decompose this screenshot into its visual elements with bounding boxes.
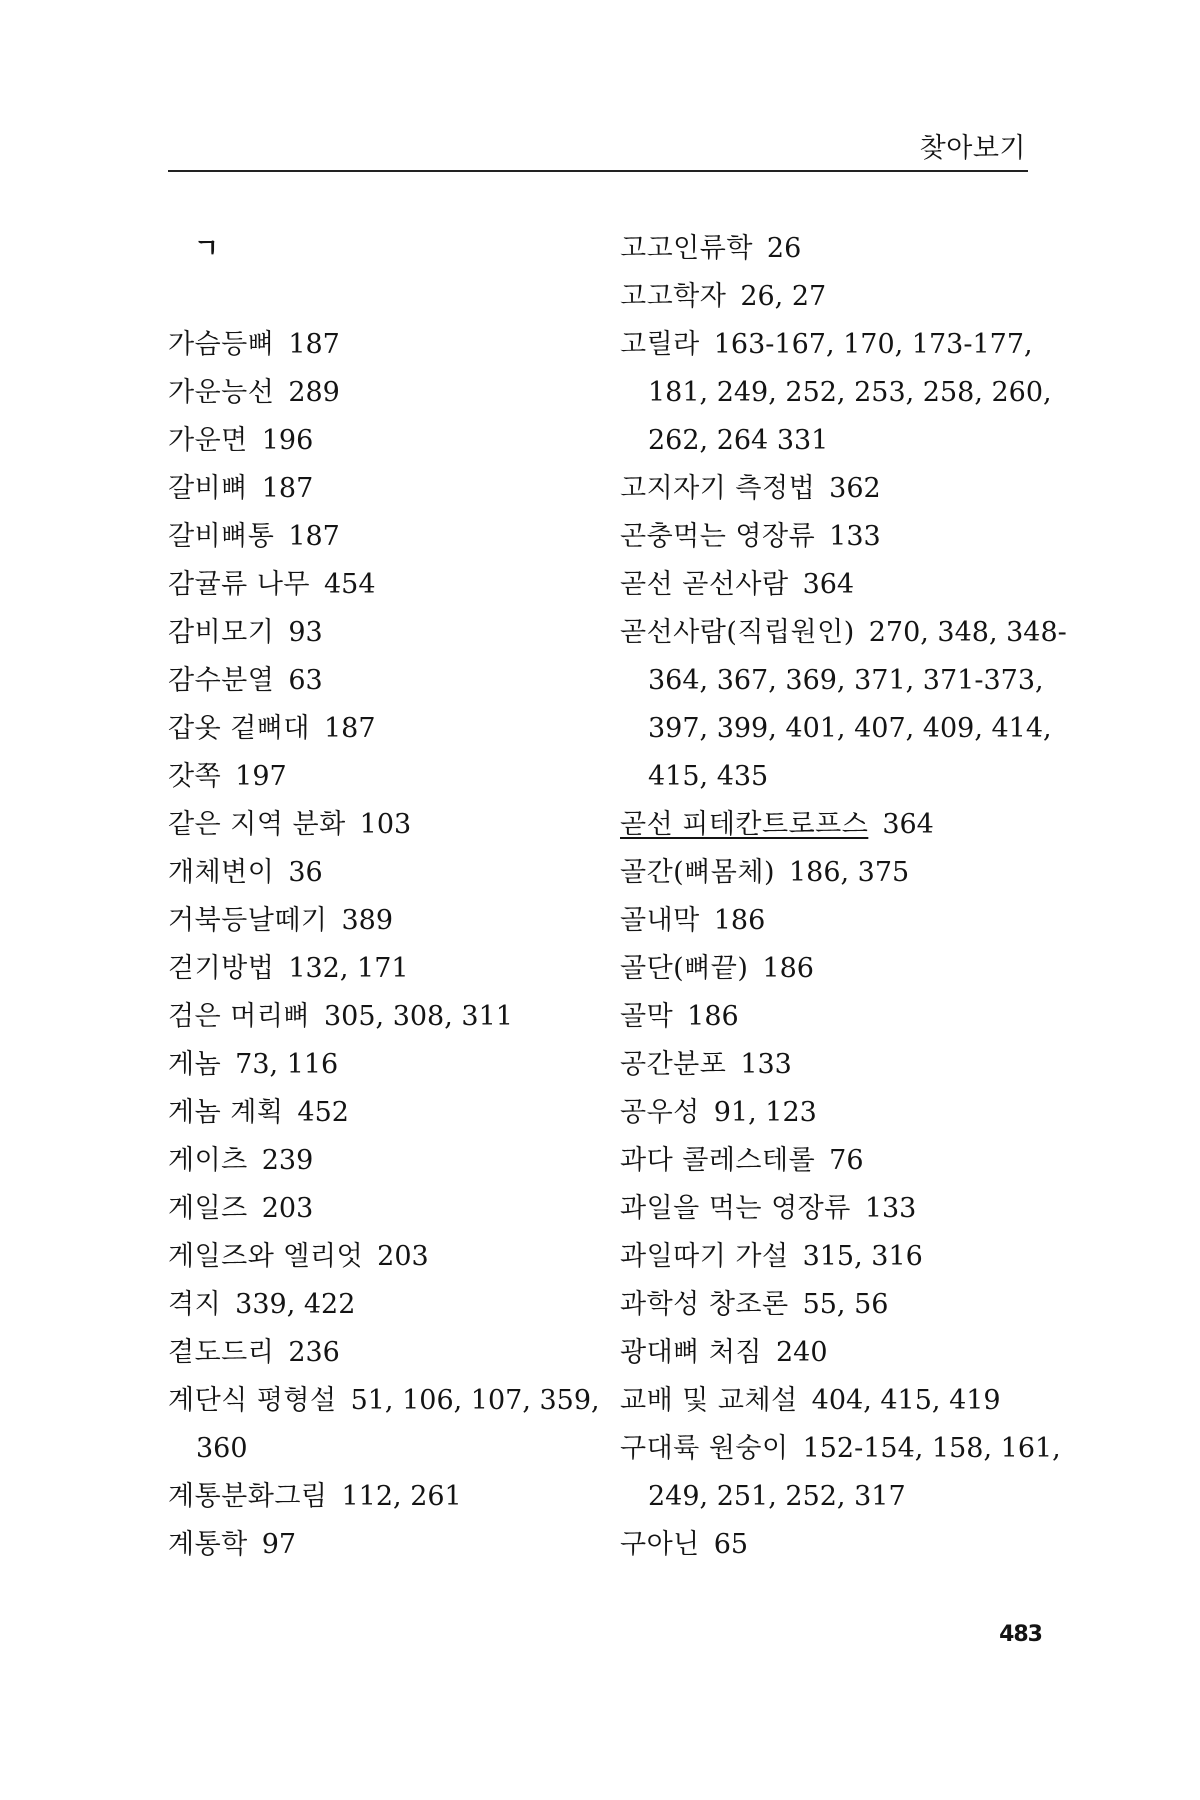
index-pages: 55, 56 — [802, 1289, 889, 1320]
index-pages: 112, 261 — [341, 1481, 462, 1512]
index-entry — [168, 1041, 598, 1089]
index-pages: 239 — [261, 1145, 314, 1176]
index-entry — [168, 1137, 598, 1185]
index-pages: 51, 106, 107, 359, — [350, 1385, 600, 1416]
index-term: 고고인류학 — [620, 233, 753, 264]
index-term: 게놈 계획 — [168, 1097, 284, 1128]
index-pages: 76 — [829, 1145, 864, 1176]
index-pages: 364 — [802, 569, 855, 600]
index-pages: 36 — [288, 857, 323, 888]
index-term: 검은 머리뼈 — [168, 1001, 310, 1032]
index-term: 교배 및 교체설 — [620, 1385, 798, 1416]
index-entry — [620, 1281, 1060, 1329]
index-pages: 93 — [288, 617, 323, 648]
index-entry — [168, 705, 598, 753]
index-pages: 197 — [235, 761, 287, 792]
index-entry — [168, 1185, 598, 1233]
index-entry — [620, 1137, 1060, 1185]
index-entry — [168, 801, 598, 849]
index-entry — [168, 321, 598, 369]
index-entry — [620, 1041, 1060, 1089]
index-pages: 65 — [713, 1529, 749, 1560]
index-entry — [620, 1521, 1060, 1569]
index-term: 고릴라 — [620, 329, 700, 360]
index-term: 갑옷 겉뼈대 — [168, 713, 310, 744]
section-heading: ㄱ — [194, 234, 220, 264]
page-number: 483 — [999, 1622, 1042, 1647]
index-pages: 454 — [324, 569, 376, 600]
section-spacer — [168, 273, 598, 321]
index-term: 곤충먹는 영장류 — [620, 521, 816, 552]
index-entry — [168, 1473, 598, 1521]
index-entry — [168, 369, 598, 417]
index-term: 곁도드리 — [168, 1337, 275, 1368]
index-pages: 389 — [341, 905, 394, 936]
index-entry — [620, 849, 1060, 897]
index-pages: 305, 308, 311 — [324, 1001, 513, 1032]
index-pages: 270, 348, 348- — [868, 617, 1067, 648]
index-pages: 240 — [776, 1337, 828, 1368]
index-entry — [620, 225, 1060, 273]
index-pages: 186 — [687, 1001, 739, 1032]
index-entry — [620, 945, 1060, 993]
index-entry — [168, 465, 598, 513]
index-term: 과다 콜레스테롤 — [620, 1145, 816, 1176]
index-term: 갈비뼈통 — [168, 521, 275, 552]
index-entry — [620, 561, 1060, 609]
index-term: 과학성 창조론 — [620, 1289, 789, 1320]
index-entry — [620, 801, 1060, 849]
index-pages: 187 — [324, 713, 376, 744]
index-term: 가운능선 — [168, 377, 275, 408]
index-entry — [620, 1329, 1060, 1377]
index-pages: 63 — [288, 665, 323, 696]
index-term: 갈비뼈 — [168, 473, 248, 504]
index-term: 계통분화그림 — [168, 1481, 328, 1512]
index-entry — [620, 513, 1060, 561]
index-pages: 103 — [359, 809, 412, 840]
index-entry-continuation: 249, 251, 252, 317 — [648, 1481, 906, 1512]
index-pages: 26, 27 — [740, 281, 827, 312]
index-pages: 236 — [288, 1337, 340, 1368]
index-term: 거북등날떼기 — [168, 905, 328, 936]
index-entry-continuation: 397, 399, 401, 407, 409, 414, — [648, 713, 1052, 744]
index-entry — [168, 993, 598, 1041]
index-term: 개체변이 — [168, 857, 275, 888]
index-entry — [620, 993, 1060, 1041]
index-pages: 203 — [377, 1241, 429, 1272]
index-entry — [168, 1521, 598, 1569]
index-entry — [168, 1281, 598, 1329]
index-entry — [620, 1185, 1060, 1233]
index-term: 감수분열 — [168, 665, 275, 696]
index-entry — [168, 657, 598, 705]
index-pages: 364 — [882, 809, 934, 840]
index-term: 곧선 곧선사람 — [620, 569, 789, 600]
index-entry — [168, 897, 598, 945]
index-term: 계단식 평형설 — [168, 1385, 337, 1416]
index-pages: 203 — [261, 1193, 314, 1224]
index-term: 갓쪽 — [168, 761, 222, 792]
index-term: 골간(뼈몸체) — [620, 857, 775, 888]
index-pages: 133 — [864, 1193, 917, 1224]
index-entry — [168, 1089, 598, 1137]
index-entry-continuation: 181, 249, 252, 253, 258, 260, — [648, 377, 1052, 408]
index-term: 게이츠 — [168, 1145, 248, 1176]
index-pages: 163-167, 170, 173-177, — [713, 329, 1033, 360]
index-entry — [620, 609, 1067, 657]
index-entry — [168, 609, 598, 657]
index-term: 격지 — [168, 1289, 222, 1320]
index-entry — [168, 753, 598, 801]
index-term: 가운면 — [168, 425, 248, 456]
index-term: 감비모기 — [168, 617, 275, 648]
index-term: 공우성 — [620, 1097, 700, 1128]
index-pages: 187 — [288, 521, 340, 552]
index-column-left — [168, 225, 598, 1569]
index-entry — [168, 561, 598, 609]
index-pages: 132, 171 — [288, 953, 409, 984]
index-pages: 186, 375 — [788, 857, 910, 888]
index-entry — [168, 945, 598, 993]
index-entry — [620, 1377, 1060, 1425]
index-pages: 97 — [261, 1529, 297, 1560]
index-entry — [620, 1425, 1060, 1473]
index-entry — [620, 321, 1060, 369]
index-entry — [620, 273, 1060, 321]
index-pages: 186 — [713, 905, 766, 936]
index-entry-continuation: 360 — [196, 1433, 248, 1464]
index-term: 공간분포 — [620, 1049, 727, 1080]
index-term: 가슴등뼈 — [168, 329, 275, 360]
index-pages: 196 — [261, 425, 314, 456]
index-entry-continuation: 415, 435 — [648, 761, 769, 792]
index-entry — [168, 513, 598, 561]
index-term: 게일즈와 엘리엇 — [168, 1241, 364, 1272]
index-entry — [168, 849, 598, 897]
index-entry — [168, 1329, 598, 1377]
index-entry — [168, 417, 598, 465]
index-entry-continuation: 262, 264 331 — [648, 425, 829, 456]
index-term: 과일을 먹는 영장류 — [620, 1193, 851, 1224]
index-entry — [620, 465, 1060, 513]
index-term: 게일즈 — [168, 1193, 248, 1224]
index-pages: 73, 116 — [235, 1049, 339, 1080]
index-pages: 289 — [288, 377, 340, 408]
index-pages: 186 — [762, 953, 814, 984]
index-column-right — [620, 225, 1067, 1569]
header-rule — [168, 170, 1028, 172]
index-entry — [168, 1377, 598, 1425]
index-pages: 133 — [829, 521, 881, 552]
index-pages: 152-154, 158, 161, — [802, 1433, 1061, 1464]
index-pages: 26 — [766, 233, 802, 264]
index-pages: 133 — [740, 1049, 792, 1080]
index-entry-continuation: 364, 367, 369, 371, 371-373, — [648, 665, 1044, 696]
index-term: 곧선 피테칸트로프스 — [620, 809, 869, 840]
index-pages: 362 — [829, 473, 881, 504]
index-term: 광대뼈 처짐 — [620, 1337, 762, 1368]
index-term: 같은 지역 분화 — [168, 809, 346, 840]
index-entry — [620, 897, 1060, 945]
index-term: 곧선사람(직립원인) — [620, 617, 855, 648]
index-pages: 187 — [261, 473, 314, 504]
index-pages: 91, 123 — [713, 1097, 817, 1128]
index-pages: 452 — [297, 1097, 349, 1128]
index-term: 게놈 — [168, 1049, 222, 1080]
index-term: 골내막 — [620, 905, 700, 936]
index-pages: 187 — [288, 329, 340, 360]
index-pages: 315, 316 — [802, 1241, 923, 1272]
index-term: 계통학 — [168, 1529, 248, 1560]
index-entry — [620, 1233, 1060, 1281]
index-entry — [168, 1233, 598, 1281]
index-term: 감귤류 나무 — [168, 569, 310, 600]
index-term: 과일따기 가설 — [620, 1241, 789, 1272]
index-term: 걷기방법 — [168, 953, 275, 984]
index-term: 고지자기 측정법 — [620, 473, 816, 504]
index-term: 구대륙 원숭이 — [620, 1433, 789, 1464]
index-entry — [620, 1089, 1060, 1137]
index-term: 골단(뼈끝) — [620, 953, 749, 984]
running-header-title: 찾아보기 — [919, 133, 1026, 164]
index-term: 골막 — [620, 1001, 674, 1032]
index-term: 구아닌 — [620, 1529, 700, 1560]
index-pages: 404, 415, 419 — [811, 1385, 1001, 1416]
index-term: 고고학자 — [620, 281, 727, 312]
index-pages: 339, 422 — [235, 1289, 356, 1320]
